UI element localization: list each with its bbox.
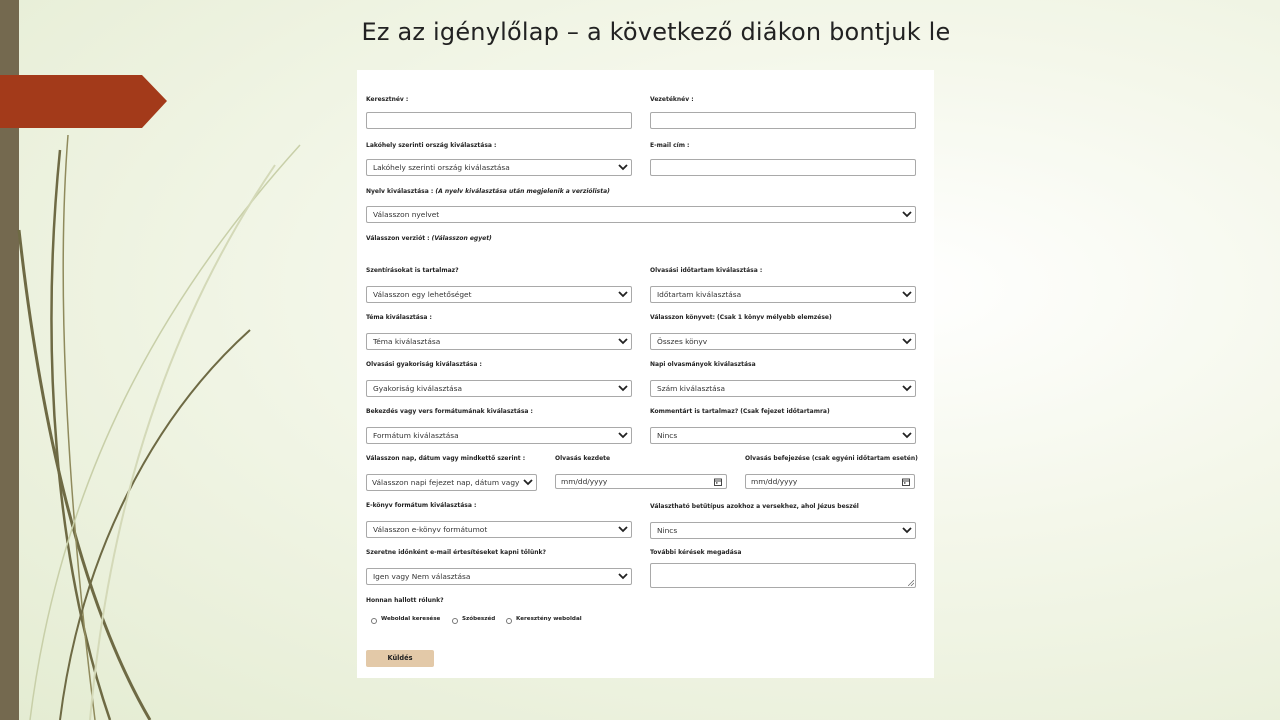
red-arrow-shape: [0, 75, 170, 129]
chevron-down-icon: [902, 337, 912, 346]
radio-christian-website[interactable]: [506, 618, 512, 624]
topic-select-value: Téma kiválasztása: [373, 337, 441, 346]
requests-label: További kérések megadása: [650, 549, 742, 556]
radio-website-search[interactable]: [371, 618, 377, 624]
language-note: (A nyelv kiválasztása után megjelenik a verziólista): [435, 188, 610, 195]
ebook-select-value: Válasszon e-könyv formátumot: [373, 525, 488, 534]
scripture-label: Szentírásokat is tartalmaz?: [366, 267, 459, 274]
requests-textarea[interactable]: [650, 563, 916, 588]
notify-label: Szeretne időnként e-mail értesítéseket kapni tőlünk?: [366, 549, 546, 556]
book-label: Válasszon könyvet: (Csak 1 könyv mélyebb elemzése): [650, 314, 832, 321]
book-select[interactable]: [650, 333, 916, 350]
topic-label: Téma kiválasztása :: [366, 314, 432, 321]
notify-select-value: Igen vagy Nem választása: [373, 572, 471, 581]
calendar-icon[interactable]: [714, 478, 722, 486]
start-date-input[interactable]: [555, 474, 727, 489]
frequency-select-value: Gyakoriság kiválasztása: [373, 384, 463, 393]
firstname-label: Keresztnév :: [366, 96, 409, 103]
country-label: Lakóhely szerinti ország kiválasztása :: [366, 142, 497, 149]
format-select-value: Formátum kiválasztása: [373, 431, 459, 440]
font-label: Választható betűtípus azokhoz a versekhez, ahol Jézus beszél: [650, 503, 859, 510]
duration-label: Olvasási időtartam kiválasztása :: [650, 267, 763, 274]
heard-label: Honnan hallott rólunk?: [366, 597, 444, 604]
book-select-value: Összes könyv: [657, 337, 708, 346]
language-label: Nyelv kiválasztása : (A nyelv kiválasztása után megjelenik a verziólista): [366, 188, 610, 195]
frequency-select[interactable]: [366, 380, 632, 397]
lastname-label: Vezetéknév :: [650, 96, 694, 103]
radio-label: Keresztény weboldal: [516, 616, 582, 622]
request-form: [357, 70, 934, 678]
resize-grip-icon[interactable]: [908, 580, 914, 586]
chevron-down-icon: [618, 525, 628, 534]
end-date-label: Olvasás befejezése (csak egyéni időtartam esetén): [745, 455, 918, 462]
start-date-value: mm/dd/yyyy: [561, 477, 608, 486]
topic-select[interactable]: [366, 333, 632, 350]
commentary-label: Kommentárt is tartalmaz? (Csak fejezet időtartamra): [650, 408, 830, 415]
font-select[interactable]: [650, 522, 916, 539]
end-date-value: mm/dd/yyyy: [751, 477, 798, 486]
email-label: E-mail cím :: [650, 142, 690, 149]
email-input[interactable]: [650, 159, 916, 176]
country-select[interactable]: [366, 159, 632, 176]
slide-title: Ez az igénylőlap – a következő diákon bontjuk le: [361, 18, 951, 46]
daydate-select-value: Válasszon napi fejezet nap, dátum vagy: [372, 478, 520, 487]
commentary-select-value: Nincs: [657, 431, 678, 440]
chevron-down-icon: [523, 478, 533, 487]
ebook-select[interactable]: [366, 521, 632, 538]
daily-select-value: Szám kiválasztása: [657, 384, 726, 393]
radio-label: Szóbeszéd: [462, 616, 496, 622]
chevron-down-icon: [902, 384, 912, 393]
chevron-down-icon: [618, 290, 628, 299]
chevron-down-icon: [618, 163, 628, 172]
firstname-input[interactable]: [366, 112, 632, 129]
font-select-value: Nincs: [657, 526, 678, 535]
language-select[interactable]: [366, 206, 916, 223]
language-select-value: Válasszon nyelvet: [373, 210, 440, 219]
chevron-down-icon: [618, 431, 628, 440]
daydate-select[interactable]: [366, 474, 537, 491]
radio-label: Weboldal keresése: [381, 616, 441, 622]
format-label: Bekezdés vagy vers formátumának kiválasztása :: [366, 408, 533, 415]
version-note: (Válasszon egyet): [431, 235, 492, 242]
chevron-down-icon: [618, 572, 628, 581]
chevron-down-icon: [618, 384, 628, 393]
format-select[interactable]: [366, 427, 632, 444]
chevron-down-icon: [618, 337, 628, 346]
radio-word-of-mouth[interactable]: [452, 618, 458, 624]
scripture-select-value: Válasszon egy lehetőséget: [373, 290, 472, 299]
chevron-down-icon: [902, 290, 912, 299]
daydate-label: Válasszon nap, dátum vagy mindkettő szerint :: [366, 455, 526, 462]
duration-select-value: Időtartam kiválasztása: [657, 290, 742, 299]
chevron-down-icon: [902, 526, 912, 535]
end-date-input[interactable]: [745, 474, 915, 489]
version-label: Válasszon verziót : (Válasszon egyet): [366, 235, 492, 242]
calendar-icon[interactable]: [902, 478, 910, 486]
duration-select[interactable]: [650, 286, 916, 303]
chevron-down-icon: [902, 431, 912, 440]
country-select-value: Lakóhely szerinti ország kiválasztása: [373, 163, 510, 172]
ebook-label: E-könyv formátum kiválasztása :: [366, 502, 477, 509]
daily-label: Napi olvasmányok kiválasztása: [650, 361, 756, 368]
lastname-input[interactable]: [650, 112, 916, 129]
daily-select[interactable]: [650, 380, 916, 397]
chevron-down-icon: [902, 210, 912, 219]
start-date-label: Olvasás kezdete: [555, 455, 611, 462]
frequency-label: Olvasási gyakoriság kiválasztása :: [366, 361, 482, 368]
scripture-select[interactable]: [366, 286, 632, 303]
submit-button[interactable]: Küldés: [366, 650, 434, 667]
commentary-select[interactable]: [650, 427, 916, 444]
notify-select[interactable]: [366, 568, 632, 585]
